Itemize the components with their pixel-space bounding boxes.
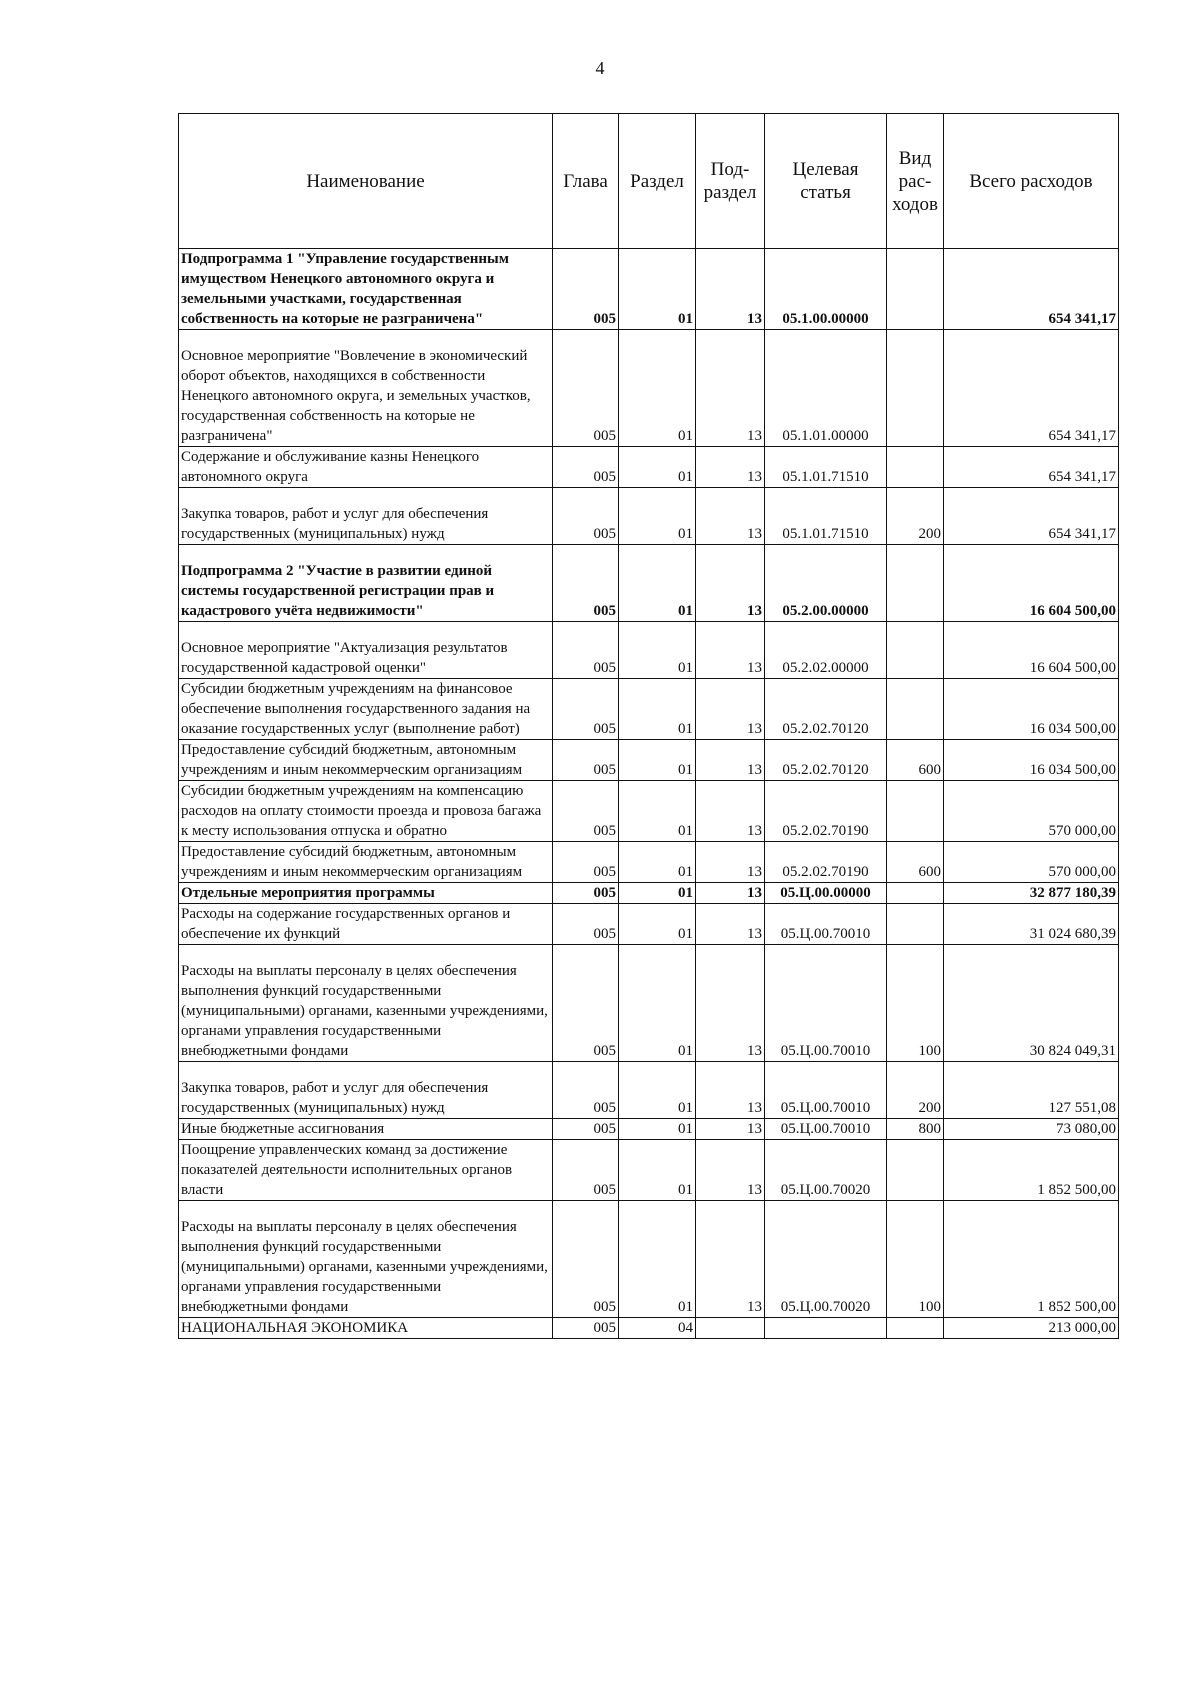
row-total: 1 852 500,00 [944,1201,1119,1318]
row-name: Субсидии бюджетным учреждениям на финансовое обеспечение выполнения государственного задания на оказание государственных услуг (выполнение работ) [179,679,553,740]
row-celevaya: 05.2.02.70120 [765,740,887,781]
row-celevaya: 05.Ц.00.00000 [765,883,887,904]
row-vid: 600 [887,842,944,883]
row-vid [887,883,944,904]
row-razdel: 01 [619,679,696,740]
row-glava: 005 [553,883,619,904]
row-razdel: 01 [619,1201,696,1318]
row-vid [887,1140,944,1201]
table-row [179,1201,1119,1318]
row-name: Субсидии бюджетным учреждениям на компенсацию расходов на оплату стоимости проезда и провоза багажа к месту использования отпуска и обратно [179,781,553,842]
row-vid [887,1318,944,1339]
row-glava: 005 [553,842,619,883]
row-vid: 100 [887,1201,944,1318]
row-total: 654 341,17 [944,330,1119,447]
row-celevaya: 05.1.01.00000 [765,330,887,447]
row-total: 16 604 500,00 [944,545,1119,622]
row-podrazdel: 13 [696,1062,765,1119]
header-vid: Вид рас-ходов [887,114,944,249]
row-celevaya: 05.2.02.00000 [765,622,887,679]
row-name: Иные бюджетные ассигнования [179,1119,553,1140]
table-row [179,330,1119,447]
row-total: 30 824 049,31 [944,945,1119,1062]
row-vid [887,679,944,740]
row-celevaya: 05.2.02.70190 [765,781,887,842]
row-vid [887,622,944,679]
row-total: 16 604 500,00 [944,622,1119,679]
row-glava: 005 [553,740,619,781]
row-glava: 005 [553,447,619,488]
row-vid: 200 [887,1062,944,1119]
row-vid [887,447,944,488]
row-glava: 005 [553,904,619,945]
row-vid [887,545,944,622]
row-podrazdel: 13 [696,1140,765,1201]
header-celevaya: Целевая статья [765,114,887,249]
row-podrazdel: 13 [696,622,765,679]
row-name: Предоставление субсидий бюджетным, автономным учреждениям и иным некоммерческим организациям [179,740,553,781]
table-header-row [179,114,1119,249]
row-total: 127 551,08 [944,1062,1119,1119]
row-total: 32 877 180,39 [944,883,1119,904]
row-razdel: 01 [619,1119,696,1140]
row-celevaya: 05.1.01.71510 [765,488,887,545]
row-name: Закупка товаров, работ и услуг для обеспечения государственных (муниципальных) нужд [179,488,553,545]
table-row [179,1119,1119,1140]
row-total: 570 000,00 [944,781,1119,842]
header-razdel: Раздел [619,114,696,249]
row-podrazdel: 13 [696,842,765,883]
row-razdel: 01 [619,249,696,330]
row-name: Поощрение управленческих команд за достижение показателей деятельности исполнительных органов власти [179,1140,553,1201]
table-row [179,740,1119,781]
row-total: 570 000,00 [944,842,1119,883]
row-name: Расходы на выплаты персоналу в целях обеспечения выполнения функций государственными (муниципальными) органами, казенными учреждениями, органами управления государственными внебюджетными фондами [179,945,553,1062]
row-name: НАЦИОНАЛЬНАЯ ЭКОНОМИКА [179,1318,553,1339]
row-glava: 005 [553,1062,619,1119]
row-glava: 005 [553,249,619,330]
row-name: Предоставление субсидий бюджетным, автономным учреждениям и иным некоммерческим организациям [179,842,553,883]
row-name: Подпрограмма 2 "Участие в развитии единой системы государственной регистрации прав и кадастрового учёта недвижимости" [179,545,553,622]
table-row [179,545,1119,622]
row-razdel: 01 [619,545,696,622]
row-vid: 800 [887,1119,944,1140]
row-podrazdel [696,1318,765,1339]
row-razdel: 01 [619,488,696,545]
header-glava: Глава [553,114,619,249]
row-celevaya: 05.2.02.70120 [765,679,887,740]
row-podrazdel: 13 [696,1119,765,1140]
row-total: 654 341,17 [944,249,1119,330]
row-razdel: 01 [619,447,696,488]
row-glava: 005 [553,622,619,679]
row-glava: 005 [553,679,619,740]
row-vid: 200 [887,488,944,545]
row-podrazdel: 13 [696,249,765,330]
row-total: 73 080,00 [944,1119,1119,1140]
row-glava: 005 [553,1119,619,1140]
table-row [179,904,1119,945]
row-total: 16 034 500,00 [944,679,1119,740]
table-row [179,488,1119,545]
row-vid: 600 [887,740,944,781]
table-row [179,1318,1119,1339]
row-total: 654 341,17 [944,488,1119,545]
row-celevaya: 05.Ц.00.70020 [765,1201,887,1318]
row-podrazdel: 13 [696,781,765,842]
row-name: Содержание и обслуживание казны Ненецкого автономного округа [179,447,553,488]
row-razdel: 01 [619,740,696,781]
row-podrazdel: 13 [696,488,765,545]
row-glava: 005 [553,781,619,842]
row-celevaya: 05.Ц.00.70010 [765,904,887,945]
budget-table [178,113,1119,1339]
table-row [179,883,1119,904]
row-vid [887,249,944,330]
row-total: 31 024 680,39 [944,904,1119,945]
row-celevaya: 05.Ц.00.70010 [765,1119,887,1140]
row-glava: 005 [553,330,619,447]
row-vid: 100 [887,945,944,1062]
row-razdel: 01 [619,781,696,842]
row-name: Закупка товаров, работ и услуг для обеспечения государственных (муниципальных) нужд [179,1062,553,1119]
row-glava: 005 [553,945,619,1062]
row-razdel: 04 [619,1318,696,1339]
table-row [179,781,1119,842]
row-razdel: 01 [619,330,696,447]
table-row [179,249,1119,330]
row-glava: 005 [553,1201,619,1318]
row-razdel: 01 [619,904,696,945]
row-name: Расходы на содержание государственных органов и обеспечение их функций [179,904,553,945]
row-razdel: 01 [619,945,696,1062]
row-glava: 005 [553,1318,619,1339]
header-podrazdel: Под-раздел [696,114,765,249]
row-name: Основное мероприятие "Вовлечение в экономический оборот объектов, находящихся в собственности Ненецкого автономного округа, и земельных участков, государственная собственность на которые не разграничена" [179,330,553,447]
header-name: Наименование [179,114,553,249]
table-row [179,1140,1119,1201]
row-celevaya: 05.Ц.00.70010 [765,1062,887,1119]
row-total: 16 034 500,00 [944,740,1119,781]
row-celevaya: 05.Ц.00.70020 [765,1140,887,1201]
row-name: Основное мероприятие "Актуализация результатов государственной кадастровой оценки" [179,622,553,679]
row-razdel: 01 [619,1062,696,1119]
row-vid [887,330,944,447]
row-glava: 005 [553,1140,619,1201]
row-total: 213 000,00 [944,1318,1119,1339]
row-podrazdel: 13 [696,740,765,781]
row-vid [887,781,944,842]
row-podrazdel: 13 [696,883,765,904]
row-name: Подпрограмма 1 "Управление государственным имуществом Ненецкого автономного округа и земельными участками, государственная собственность на которые не разграничена" [179,249,553,330]
row-glava: 005 [553,545,619,622]
row-glava: 005 [553,488,619,545]
row-total: 654 341,17 [944,447,1119,488]
row-podrazdel: 13 [696,330,765,447]
table-row [179,622,1119,679]
table-row [179,679,1119,740]
row-celevaya: 05.2.02.70190 [765,842,887,883]
row-celevaya: 05.2.00.00000 [765,545,887,622]
row-podrazdel: 13 [696,679,765,740]
page-number: 4 [595,58,605,78]
row-celevaya: 05.1.00.00000 [765,249,887,330]
row-celevaya [765,1318,887,1339]
row-name: Расходы на выплаты персоналу в целях обеспечения выполнения функций государственными (муниципальными) органами, казенными учреждениями, органами управления государственными внебюджетными фондами [179,1201,553,1318]
row-celevaya: 05.1.01.71510 [765,447,887,488]
row-podrazdel: 13 [696,545,765,622]
table-row [179,1062,1119,1119]
row-razdel: 01 [619,842,696,883]
row-podrazdel: 13 [696,945,765,1062]
row-podrazdel: 13 [696,447,765,488]
row-celevaya: 05.Ц.00.70010 [765,945,887,1062]
table-row [179,842,1119,883]
table-row [179,447,1119,488]
row-name: Отдельные мероприятия программы [179,883,553,904]
row-podrazdel: 13 [696,904,765,945]
table-row [179,945,1119,1062]
header-total: Всего расходов [944,114,1119,249]
row-vid [887,904,944,945]
row-razdel: 01 [619,1140,696,1201]
row-total: 1 852 500,00 [944,1140,1119,1201]
row-razdel: 01 [619,883,696,904]
row-podrazdel: 13 [696,1201,765,1318]
row-razdel: 01 [619,622,696,679]
